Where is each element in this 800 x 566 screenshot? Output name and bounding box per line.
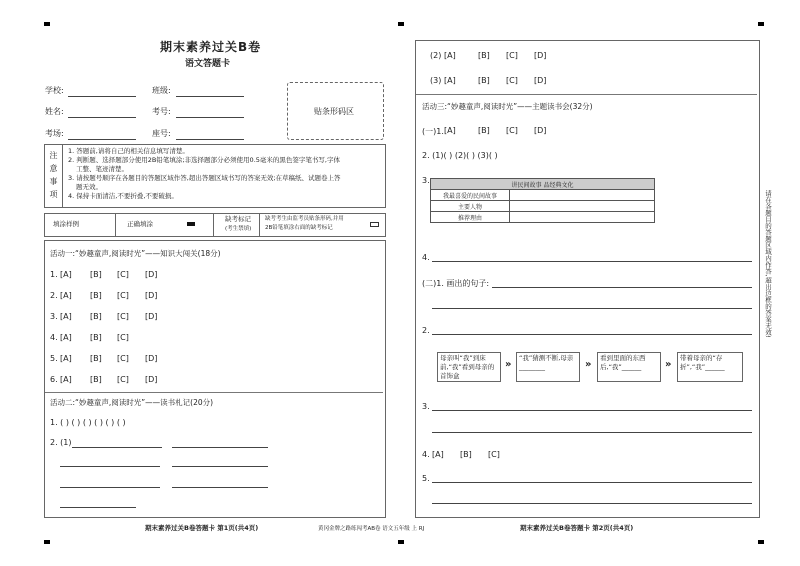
registration-mark [758, 22, 764, 26]
registration-mark [44, 540, 50, 544]
table-cell-input[interactable] [510, 212, 655, 223]
question-5b-label: 5. [422, 474, 430, 483]
page-title: 期末素养过关B卷 [160, 40, 262, 54]
option-bubble[interactable]: [C] [117, 270, 129, 279]
option-bubble[interactable]: [B] [478, 76, 490, 85]
flow-arrow-icon: » [585, 359, 592, 370]
option-bubble[interactable]: [A] [60, 333, 72, 342]
option-bubble[interactable]: [C] [117, 312, 129, 321]
name-label: 姓名: [45, 107, 64, 116]
option-bubble[interactable]: [B] [460, 450, 472, 459]
option-bubble[interactable]: [A] [60, 291, 72, 300]
answer-line[interactable] [432, 308, 752, 309]
question-3b-label: 3. [422, 402, 430, 411]
table-row-label: 推荐理由 [431, 212, 510, 223]
exam-number-input[interactable] [176, 117, 244, 118]
notice-box [44, 144, 386, 208]
answer-line[interactable] [72, 447, 162, 448]
notice-line: 4. 保持卡面清洁,不要折叠,不要破损。 [68, 192, 178, 200]
option-bubble[interactable]: [A] [432, 450, 444, 459]
answer-line[interactable] [60, 466, 160, 467]
option-bubble[interactable]: [D] [534, 76, 547, 85]
option-bubble[interactable]: [A] [444, 51, 456, 60]
correct-fill-label: 正确填涂 [127, 220, 153, 228]
option-bubble[interactable]: [C] [506, 76, 518, 85]
answer-line[interactable] [432, 261, 752, 262]
seat-input[interactable] [176, 139, 244, 140]
option-bubble[interactable]: [A] [60, 354, 72, 363]
option-bubble[interactable]: [D] [534, 126, 547, 135]
activity-three-title: 活动三:“妙趣童声,阅读时光”——主题读书会(32分) [422, 102, 593, 111]
option-bubble[interactable]: [D] [145, 291, 158, 300]
right-footer: 期末素养过关B卷答题卡 第2页(共4页) [520, 524, 634, 532]
option-bubble[interactable]: [D] [145, 312, 158, 321]
absent-mark-sublabel: (考生禁填) [225, 226, 252, 232]
notice-line: 题无效。 [76, 183, 102, 191]
seat-label: 座号: [152, 129, 171, 138]
option-bubble[interactable]: [B] [90, 354, 102, 363]
registration-mark [398, 22, 404, 26]
flow-box: 带着母亲的“存折”,“我”______ [677, 352, 743, 382]
flow-box: 看到里面的东西后,“我”______ [597, 352, 661, 382]
absent-bubble[interactable] [370, 222, 379, 227]
barcode-area [287, 82, 384, 140]
table-row-label: 主要人物 [431, 201, 510, 212]
option-bubble[interactable]: [A] [444, 76, 456, 85]
answer-line[interactable] [172, 487, 268, 488]
registration-mark [44, 22, 50, 26]
class-input[interactable] [176, 96, 244, 97]
answer-line[interactable] [492, 287, 752, 288]
absent-note: 2B铅笔填涂右面的缺考标记 [265, 225, 333, 231]
option-bubble[interactable]: [B] [90, 270, 102, 279]
option-bubble[interactable]: [C] [117, 291, 129, 300]
barcode-label: 贴条形码区 [314, 107, 354, 116]
answer-line[interactable] [432, 432, 752, 433]
flow-box: 母亲叫“我”到床前,“我”看到母亲的首饰盒 [437, 352, 501, 382]
answer-line[interactable] [172, 466, 268, 467]
option-bubble[interactable]: [C] [117, 354, 129, 363]
option-bubble[interactable]: [D] [145, 354, 158, 363]
answer-line[interactable] [432, 410, 752, 411]
option-bubble[interactable]: [B] [90, 312, 102, 321]
question-2[interactable]: 2. (1)( ) (2)( ) (3)( ) [422, 151, 498, 160]
notice-label: 注 意 事 项 [45, 145, 63, 207]
flow-arrow-icon: » [665, 359, 672, 370]
answer-line[interactable] [60, 487, 160, 488]
answer-line[interactable] [432, 482, 752, 483]
option-bubble[interactable]: [A] [444, 126, 456, 135]
notice-line: 1. 答题前,请将自己的相关信息填写清楚。 [68, 147, 189, 155]
option-bubble[interactable]: [B] [90, 291, 102, 300]
notice-line: 2. 判断题、选择题部分使用2B铅笔填涂;非选择题部分必须使用0.5毫米的黑色签字笔书写,字体 [68, 156, 340, 164]
question-2b-label: 2. [422, 326, 430, 335]
option-bubble[interactable]: [B] [90, 333, 102, 342]
class-label: 班级: [152, 86, 171, 95]
option-bubble[interactable]: [D] [534, 51, 547, 60]
fill-example-label: 填涂样例 [53, 220, 79, 228]
page-subtitle: 语文答题卡 [185, 59, 231, 69]
answer-line[interactable] [60, 507, 136, 508]
option-bubble[interactable]: [D] [145, 375, 158, 384]
option-bubble[interactable]: [B] [90, 375, 102, 384]
option-bubble[interactable]: [A] [60, 312, 72, 321]
option-bubble[interactable]: [A] [60, 270, 72, 279]
name-input[interactable] [68, 117, 136, 118]
option-bubble[interactable]: [B] [478, 126, 490, 135]
exam-room-label: 考场: [45, 129, 64, 138]
recommendation-table [430, 178, 655, 223]
question-3-label: 3. [422, 176, 430, 185]
flow-box: “我”猜测不断,母亲________ [516, 352, 580, 382]
absent-note: 缺考考生由监考员贴条形码,并用 [265, 216, 344, 222]
notice-line: 工整、笔迹清楚。 [76, 165, 128, 173]
absent-mark-label: 缺考标记 [225, 215, 251, 223]
option-bubble[interactable]: [C] [506, 126, 518, 135]
filled-bubble-icon [187, 222, 195, 226]
activity-one-title: 活动一:“妙趣童声,阅读时光”——知识大闯关(18分) [50, 249, 221, 258]
table-row-label: 我最喜爱的民间故事 [431, 190, 510, 201]
option-bubble[interactable]: [A] [60, 375, 72, 384]
exam-room-input[interactable] [68, 139, 136, 140]
part-two-question-1: (二)1. 画出的句子: [422, 279, 490, 288]
notice-line: 3. 请按题号顺序在各题目的答题区域作答,超出答题区域书写的答案无效;在草稿纸、试题卷上答 [68, 174, 341, 182]
registration-mark [758, 540, 764, 544]
option-bubble[interactable]: [C] [488, 450, 500, 459]
question-4-label: 4. [422, 253, 430, 262]
option-bubble[interactable]: [C] [117, 375, 129, 384]
registration-mark [398, 540, 404, 544]
exam-number-label: 考号: [152, 107, 171, 116]
school-input[interactable] [68, 96, 136, 97]
option-bubble[interactable]: [C] [117, 333, 129, 342]
table-cell-input[interactable] [510, 201, 655, 212]
fill-example-row [44, 213, 386, 237]
answer-line[interactable] [172, 447, 268, 448]
option-bubble[interactable]: [B] [478, 51, 490, 60]
flow-arrow-icon: » [505, 359, 512, 370]
left-footer: 期末素养过关B卷答题卡 第1页(共4页) [145, 524, 259, 532]
side-note: 请在各题目的答题区域内作答,超出边框的答案无效! [764, 190, 772, 338]
center-footer: 黄冈金牌之路练闯考AB卷 语文五年级 上 RJ [318, 526, 425, 532]
option-bubble[interactable]: [C] [506, 51, 518, 60]
answer-line[interactable] [432, 503, 752, 504]
question-2-1[interactable]: 1. ( ) ( ) ( ) ( ) ( ) ( ) [50, 418, 126, 427]
table-cell-input[interactable] [510, 190, 655, 201]
question-2-2: 2. (1) [50, 438, 72, 447]
table-header: 讲民间故事 品经典文化 [431, 179, 655, 190]
answer-line[interactable] [432, 334, 752, 335]
school-label: 学校: [45, 86, 64, 95]
option-bubble[interactable]: [D] [145, 270, 158, 279]
activity-two-title: 活动二:“妙趣童声,阅读时光”——读书札记(20分) [50, 398, 214, 407]
